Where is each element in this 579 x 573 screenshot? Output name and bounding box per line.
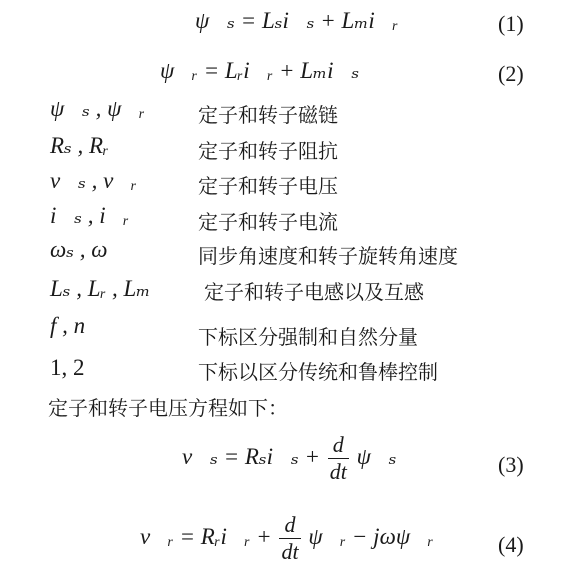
- equation-2: [160, 58, 359, 84]
- definition-text: 定子和转子阻抗: [198, 139, 338, 163]
- equation-4: [140, 512, 434, 565]
- definition-symbol: i⃗ₛ , i⃗ᵣ: [50, 203, 130, 228]
- equation-1-body: ψ⃗ₛ = Lₛi⃗ₛ + Lₘi⃗ᵣ: [195, 8, 399, 33]
- equation-3-right: ψ⃗ₛ: [356, 443, 397, 469]
- equation-3-number: (3): [498, 452, 524, 477]
- equation-4-numerator: d: [279, 512, 300, 539]
- definition-symbol: Lₛ , Lᵣ , Lₘ: [50, 276, 151, 301]
- definition-symbol: Rₛ , Rᵣ: [50, 133, 109, 158]
- equation-4-right: ψ⃗ᵣ − jωψ⃗ᵣ: [308, 523, 434, 549]
- definition-text: 定子和转子电感以及互感: [204, 280, 424, 304]
- equation-3: [182, 432, 397, 485]
- definition-text: 定子和转子电流: [198, 210, 338, 234]
- definition-text: 下标区分强制和自然分量: [198, 325, 418, 349]
- equation-3-denominator: dt: [329, 459, 347, 484]
- definition-symbol: 1, 2: [50, 355, 85, 380]
- definition-symbol: v⃗ₛ , v⃗ᵣ: [50, 168, 137, 193]
- equation-4-denominator: dt: [281, 539, 299, 564]
- equation-1-number: (1): [498, 11, 524, 36]
- equation-1: [195, 8, 398, 34]
- definition-text: 定子和转子电压: [198, 174, 338, 198]
- definition-text: 同步角速度和转子旋转角速度: [198, 244, 458, 268]
- equation-3-left: v⃗ₛ = Rₛi⃗ₛ +: [182, 443, 320, 469]
- equation-3-fraction: [328, 432, 349, 485]
- definition-symbol: ωₛ , ω: [50, 237, 108, 262]
- equation-4-fraction: [279, 512, 300, 565]
- equation-3-numerator: d: [328, 432, 349, 459]
- equations-intro-text: 定子和转子电压方程如下：: [48, 396, 288, 420]
- equation-4-number: (4): [498, 532, 524, 557]
- definition-symbol: f , n: [50, 313, 86, 338]
- equation-2-number: (2): [498, 61, 524, 86]
- definition-symbol: ψ⃗ₛ , ψ⃗ᵣ: [50, 96, 146, 121]
- equation-4-left: v⃗ᵣ = Rᵣi⃗ᵣ +: [140, 523, 272, 549]
- definition-text: 下标以区分传统和鲁棒控制: [198, 360, 438, 384]
- definition-text: 定子和转子磁链: [198, 103, 338, 127]
- equation-2-body: ψ⃗ᵣ = Lᵣi⃗ᵣ + Lₘi⃗ₛ: [160, 58, 360, 83]
